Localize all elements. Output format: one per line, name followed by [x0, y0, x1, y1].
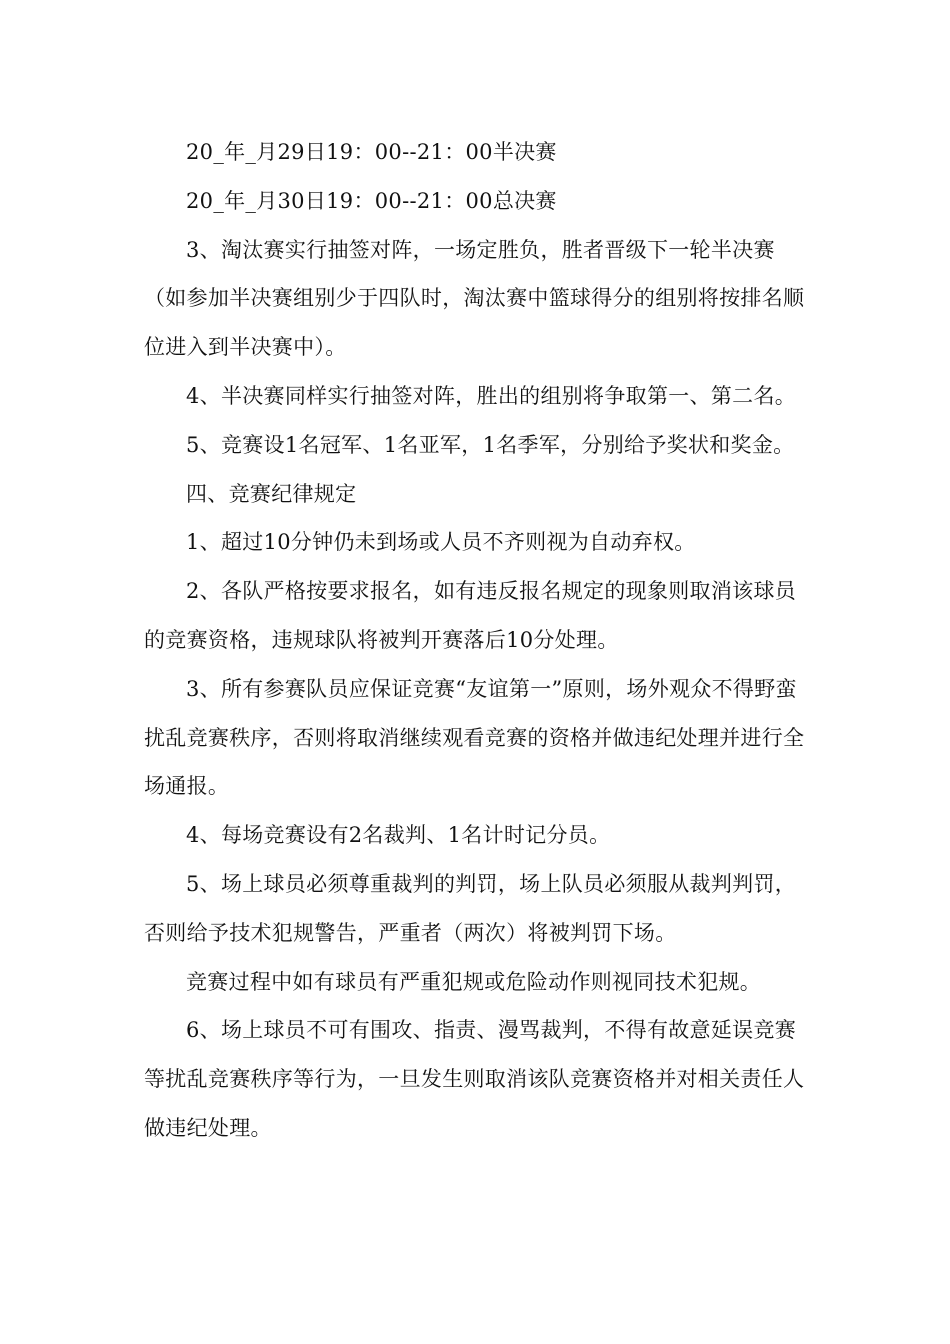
discipline-note: 竞赛过程中如有球员有严重犯规或危险动作则视同技术犯规。 [186, 969, 762, 994]
section-heading-discipline: 四、竞赛纪律规定 [186, 481, 357, 506]
schedule-final: 20_年_月30日19：00--21：00总决赛 [186, 188, 557, 213]
discipline-rule-1: 1、超过10分钟仍未到场或人员不齐则视为自动弃权。 [186, 530, 696, 555]
discipline-rule-5: 5、场上球员必须尊重裁判的判罚，场上队员必须服从裁判判罚，否则给予技术犯规警告，严重者（两次）将被判罚下场。 [144, 871, 797, 945]
discipline-rule-2: 2、各队严格按要求报名，如有违反报名规定的现象则取消该球员的竞赛资格，违规球队将被判开赛落后10分处理。 [144, 579, 797, 652]
discipline-rule-6: 6、场上球员不可有围攻、指责、漫骂裁判，不得有故意延误竞赛等扰乱竞赛秩序等行为，一旦发生则取消该队竞赛资格并对相关责任人做违纪处理。 [144, 1018, 805, 1140]
discipline-rule-4: 4、每场竞赛设有2名裁判、1名计时记分员。 [186, 823, 611, 848]
document-body [144, 128, 814, 1153]
rule-semifinal-draw: 4、半决赛同样实行抽签对阵，胜出的组别将争取第一、第二名。 [186, 383, 797, 408]
discipline-rule-3: 3、所有参赛队员应保证竞赛“友谊第一”原则，场外观众不得野蛮扰乱竞赛秩序，否则将取消继续观看竞赛的资格并做违纪处理并进行全场通报。 [144, 676, 805, 799]
schedule-semifinal: 20_年_月29日19：00--21：00半决赛 [186, 140, 557, 164]
rule-awards: 5、竞赛设1名冠军、1名亚军，1名季军，分别给予奖状和奖金。 [186, 432, 795, 457]
rule-knockout-draw: 3、淘汰赛实行抽签对阵，一场定胜负，胜者晋级下一轮半决赛（如参加半决赛组别少于四队时，淘汰赛中篮球得分的组别将按排名顺位进入到半决赛中）。 [144, 237, 805, 360]
